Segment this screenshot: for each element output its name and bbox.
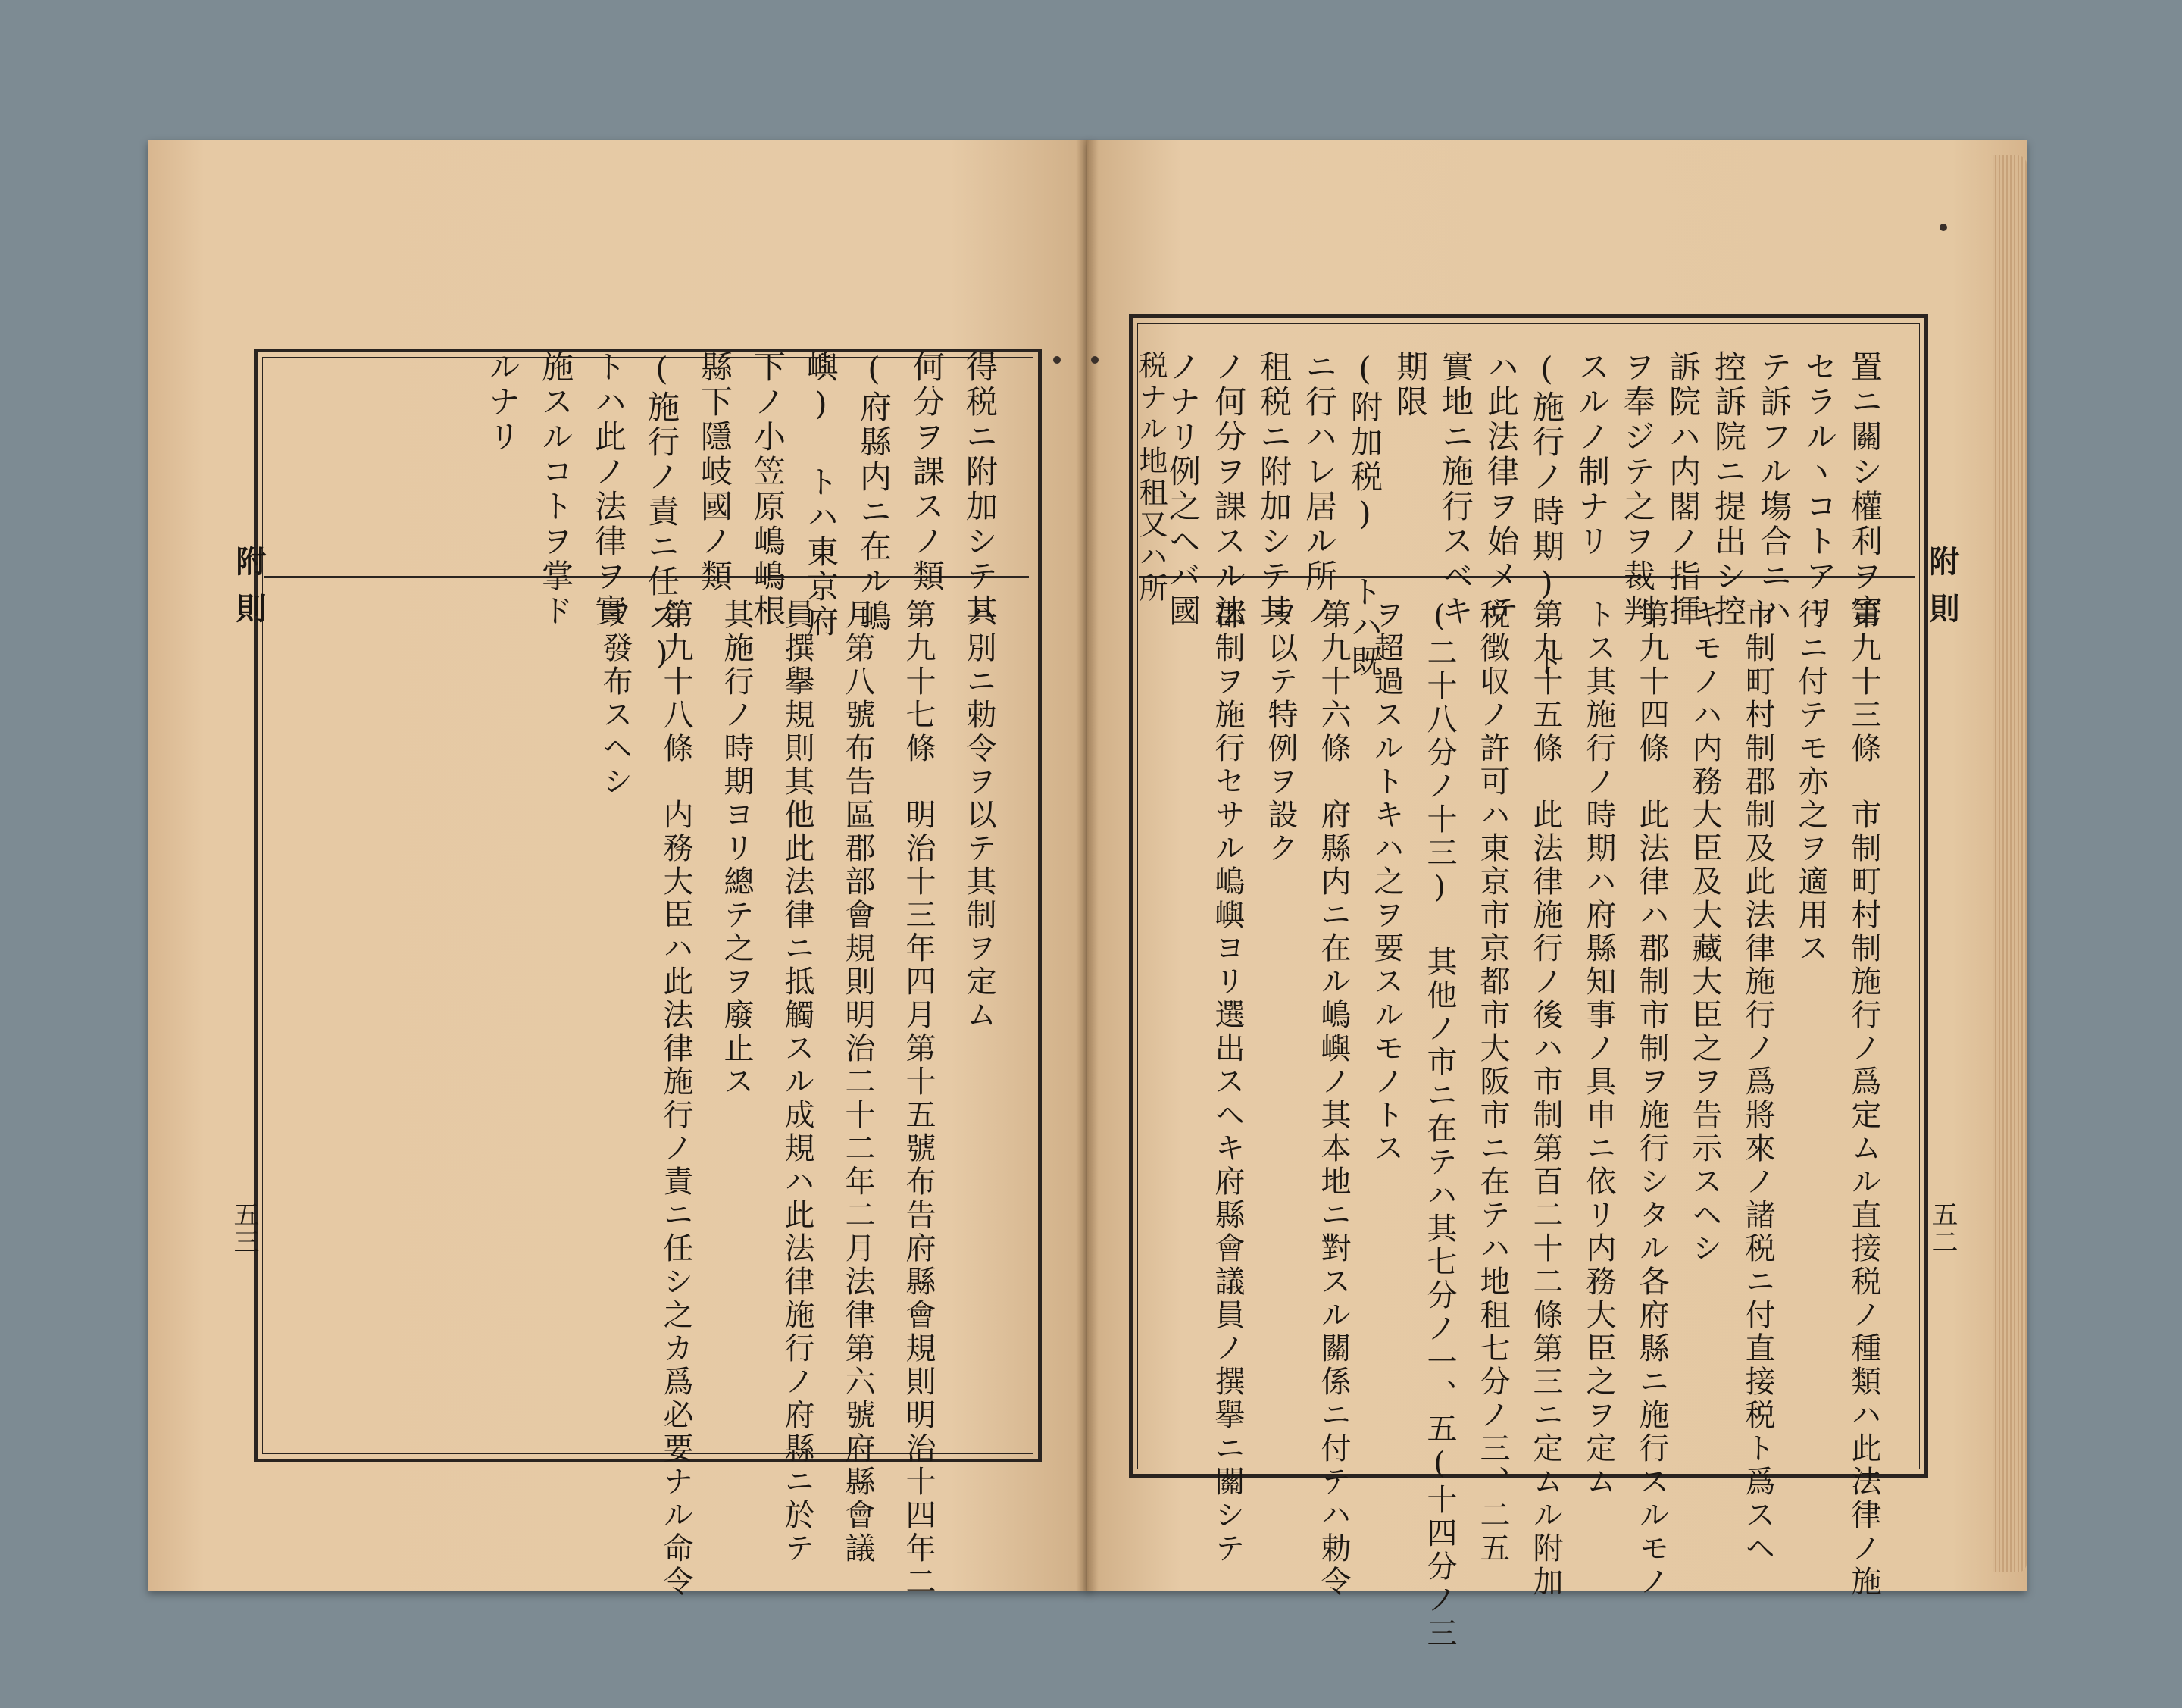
right-lower-col: 行ニ付テモ亦之ヲ適用ス xyxy=(1793,599,1828,965)
left-upper-col: トハ此ノ法律ヲ實 xyxy=(590,350,627,629)
left-upper-col: 嶼) トハ東京府 xyxy=(802,350,839,640)
left-upper-col: 縣下隱岐國ノ類 xyxy=(696,350,733,594)
right-upper-col: 控訴院ニ提出シ控 xyxy=(1710,350,1747,629)
left-upper-col: (府縣内ニ在ル嶋 xyxy=(855,350,892,634)
left-header: 附則 xyxy=(231,546,267,640)
left-lower-col: 第九十八條 内務大臣ハ此法律施行ノ責ニ任シ之カ爲必要ナル命令 xyxy=(658,599,693,1599)
page-edges xyxy=(1993,155,2027,1572)
right-upper-col: ノナリ例之ヘバ國 xyxy=(1164,350,1202,629)
right-lower-col: ヲ超過スルトキハ之ヲ要スルモノトス xyxy=(1369,599,1404,1165)
left-lower-col: ハ別ニ勅令ヲ以テ其制ヲ定ム xyxy=(961,599,996,1032)
right-upper-col: スルノ制ナリ xyxy=(1574,350,1611,559)
right-lower-col: (二十八分ノ十三) 其他ノ市ニ在テハ其七分ノ一、五(十四分ノ三 xyxy=(1422,599,1457,1650)
margin-dot xyxy=(1053,356,1061,364)
right-header: 附則 xyxy=(1924,546,1960,640)
left-upper-col: 施スルコトヲ掌ド xyxy=(537,350,574,629)
left-upper-col: (施行ノ責ニ任ズ) xyxy=(643,350,680,674)
right-upper-col: ハ此法律ヲ始メテ xyxy=(1483,350,1520,629)
right-lower-col: ヲ以テ特例ヲ設ク xyxy=(1263,599,1298,865)
left-page-number: 五三 xyxy=(229,1201,259,1256)
right-upper-col: 租税ニ附加シテ其 xyxy=(1255,350,1293,629)
right-upper-col: ノ何分ヲ課スル法 xyxy=(1210,350,1247,629)
right-lower-col: トス其施行ノ時期ハ府縣知事ノ具申ニ依リ内務大臣之ヲ定ム xyxy=(1581,599,1616,1499)
right-lower-col: 税徴収ノ許可ハ東京市京都市大阪市ニ在テハ地租七分ノ三、二五 xyxy=(1475,599,1510,1566)
right-page-number: 五二 xyxy=(1927,1201,1958,1256)
left-upper-col: 下ノ小笠原嶋嶋根 xyxy=(749,350,786,629)
left-lower-col: ヲ發布スヘシ xyxy=(598,599,633,799)
left-upper-col: ルナリ xyxy=(484,350,521,455)
right-upper-col: (附加税) トハ既 xyxy=(1346,350,1383,680)
left-upper-col: 得税ニ附加シテ其 xyxy=(961,350,999,629)
left-upper-col: 何分ヲ課スノ類 xyxy=(908,350,946,594)
right-lower-col: キモノハ内務大臣及大藏大臣之ヲ告示スヘシ xyxy=(1687,599,1722,1265)
right-lower-col: 第九十六條 府縣内ニ在ル嶋嶼ノ其本地ニ對スル關係ニ付テハ勅令 xyxy=(1316,599,1351,1599)
right-upper-col: ニ行ハレ居ル所ノ xyxy=(1301,350,1338,629)
left-lower-col: 第九十七條 明治十三年四月第十五號布告府縣會規則明治十四年二 xyxy=(901,599,936,1599)
left-lower-col: 員撰擧規則其他此法律ニ抵觸スル成規ハ此法律施行ノ府縣ニ於テ xyxy=(780,599,814,1566)
right-upper-col: 實地ニ施行スベキ xyxy=(1437,350,1474,629)
right-lower-col: 第九十三條 市制町村制施行ノ爲定ムル直接税ノ種類ハ此法律ノ施 xyxy=(1846,599,1881,1599)
right-lower-col: 市制町村制郡制及此法律施行ノ爲將來ノ諸税ニ付直接税ト爲スヘ xyxy=(1740,599,1775,1566)
right-lower-col: 郡制ヲ施行セサル嶋嶼ヨリ選出スヘキ府縣會議員ノ撰擧ニ關シテ xyxy=(1210,599,1245,1566)
left-lower-col: 其施行ノ時期ヨリ總テ之ヲ廢止ス xyxy=(719,599,754,1099)
margin-dot xyxy=(1940,224,1947,231)
right-upper-col: 税ナル地租又ハ所 xyxy=(1134,350,1168,605)
right-upper-col: セラルヽコトアリ xyxy=(1801,350,1838,629)
right-upper-col: 訴院ハ内閣ノ指揮 xyxy=(1665,350,1702,629)
right-upper-col: テ訴フル塲合ニハ xyxy=(1755,350,1793,629)
right-upper-col: ヲ奉ジテ之ヲ裁判 xyxy=(1619,350,1656,629)
right-lower-col: 第九十四條 此法律ハ郡制市制ヲ施行シタル各府縣ニ施行スルモノ xyxy=(1634,599,1669,1599)
right-upper-col: 期限 xyxy=(1392,350,1429,420)
right-lower-col: 第九十五條 此法律施行ノ後ハ市制第百二十二條第三ニ定ムル附加 xyxy=(1528,599,1563,1599)
left-lower-col: 月第八號布告區郡部會規則明治二十二年二月法律第六號府縣會議 xyxy=(840,599,875,1566)
margin-dot xyxy=(1091,356,1099,364)
right-upper-col: (施行ノ時期) ト xyxy=(1528,350,1565,680)
right-upper-col: 置ニ關シ權利ヲ害 xyxy=(1846,350,1883,629)
